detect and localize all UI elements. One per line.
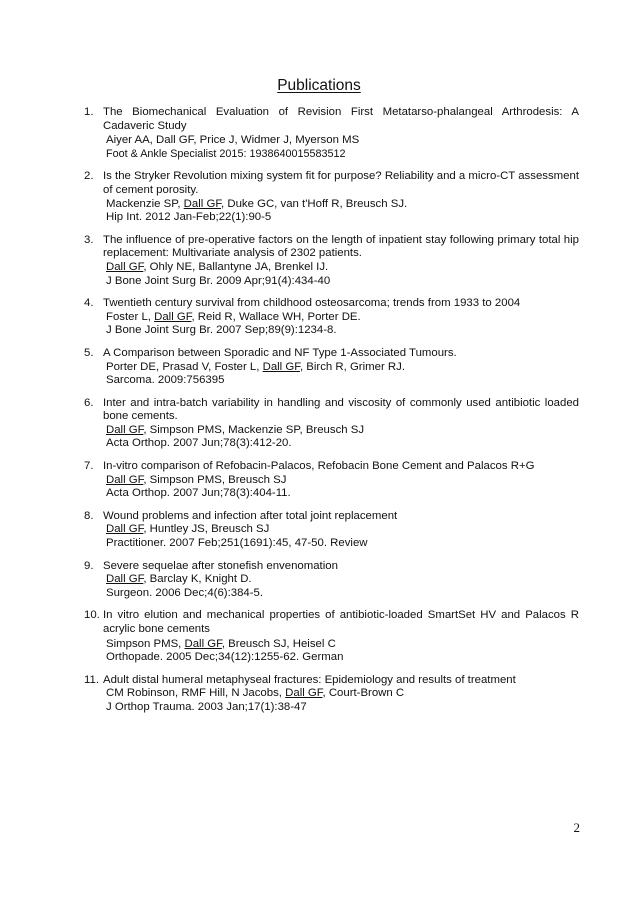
publication-title: Is the Stryker Revolution mixing system fit for purpose? Reliability and a micro-CT assessment of cement porosity.	[103, 170, 579, 196]
author-text: , Duke GC, van t'Hoff R, Breusch SJ.	[221, 197, 408, 210]
publication-body	[103, 170, 579, 224]
publication-item	[84, 460, 579, 501]
publication-number: 5.	[84, 346, 94, 359]
publication-item	[84, 397, 579, 451]
publication-citation: Foot & Ankle Specialist 2015: 1938640015583512	[106, 147, 346, 160]
publication-body	[103, 609, 579, 664]
publication-item	[84, 674, 579, 715]
highlighted-author: Dall GF	[184, 637, 222, 650]
publication-authors	[103, 474, 579, 488]
publication-title: Inter and intra-batch variability in handling and viscosity of commonly used antibiotic loaded bone cements.	[103, 396, 579, 423]
publication-authors	[103, 361, 579, 375]
publication-item	[84, 347, 579, 388]
publication-item	[84, 106, 579, 161]
highlighted-author: Dall GF	[106, 473, 144, 486]
publication-authors	[103, 523, 579, 537]
publication-title: The Biomechanical Evaluation of Revision First Metatarso-phalangeal Arthrodesis: A Cadaveric Study	[103, 106, 579, 132]
highlighted-author: Dall GF	[154, 310, 192, 323]
highlighted-author: Dall GF	[262, 360, 300, 373]
publication-authors	[103, 687, 579, 701]
highlighted-author: Dall GF	[106, 423, 144, 436]
publication-citation: J Bone Joint Surg Br. 2007 Sep;89(9):1234-8.	[106, 324, 337, 337]
publication-authors	[103, 198, 579, 212]
publication-body	[103, 460, 579, 501]
author-text: , Huntley JS, Breusch SJ	[143, 523, 270, 536]
author-text: Porter DE, Prasad V, Foster L,	[106, 360, 263, 373]
publication-title: In-vitro comparison of Refobacin-Palacos, Refobacin Bone Cement and Palacos R+G	[103, 460, 535, 473]
publication-body	[103, 297, 579, 338]
publication-authors: Aiyer AA, Dall GF, Price J, Widmer J, Myerson MS	[106, 134, 360, 147]
publication-title: Twentieth century survival from childhood osteosarcoma; trends from 1933 to 2004	[103, 297, 521, 310]
publication-number: 8.	[84, 509, 94, 522]
publication-authors	[103, 638, 579, 652]
publication-body	[103, 560, 579, 601]
author-text: , Ohly NE, Ballantyne JA, Brenkel IJ.	[143, 260, 329, 273]
publication-item	[84, 297, 579, 338]
publication-citation: Hip Int. 2012 Jan-Feb;22(1):90-5	[106, 211, 272, 224]
page-title: Publications	[277, 77, 361, 94]
publication-number: 3.	[84, 233, 94, 246]
publication-title: In vitro elution and mechanical properties of antibiotic-loaded SmartSet HV and Palacos R acrylic bone cements	[103, 609, 579, 635]
author-text: , Birch R, Grimer RJ.	[299, 360, 405, 373]
author-text: Foster L,	[106, 310, 155, 323]
publication-number: 6.	[84, 396, 94, 409]
author-text: , Breusch SJ, Heisel C	[221, 637, 336, 650]
publication-citation: Acta Orthop. 2007 Jun;78(3):404-11.	[106, 487, 291, 500]
publication-authors	[103, 424, 579, 438]
publication-authors	[103, 261, 579, 275]
publication-item	[84, 609, 579, 664]
publication-citation: Practitioner. 2007 Feb;251(1691):45, 47-50. Review	[106, 537, 368, 550]
publication-title: Wound problems and infection after total joint replacement	[103, 509, 398, 522]
publication-citation: Surgeon. 2006 Dec;4(6):384-5.	[106, 586, 264, 599]
publication-number: 2.	[84, 170, 94, 183]
publication-number: 9.	[84, 559, 94, 572]
highlighted-author: Dall GF	[106, 260, 144, 273]
publication-body	[103, 106, 579, 161]
publication-number: 7.	[84, 460, 94, 473]
publication-citation: Orthopade. 2005 Dec;34(12):1255-62. German	[106, 651, 344, 664]
publication-authors	[103, 573, 579, 587]
publication-number: 4.	[84, 297, 94, 310]
publication-citation: J Bone Joint Surg Br. 2009 Apr;91(4):434-40	[106, 274, 331, 287]
publication-body	[103, 510, 579, 551]
publication-number: 1.	[84, 106, 94, 118]
publication-body	[103, 674, 579, 715]
publication-body	[103, 347, 579, 388]
author-text: , Barclay K, Knight D.	[143, 573, 252, 586]
author-text: , Reid R, Wallace WH, Porter DE.	[191, 310, 361, 323]
publication-title: Severe sequelae after stonefish envenomation	[103, 559, 338, 572]
publication-citation: Acta Orthop. 2007 Jun;78(3):412-20.	[106, 437, 292, 450]
publication-authors	[103, 311, 579, 325]
author-text: , Court-Brown C	[322, 687, 405, 700]
publication-item	[84, 170, 579, 224]
publication-title: A Comparison between Sporadic and NF Type 1-Associated Tumours.	[103, 346, 457, 359]
author-text: Mackenzie SP,	[106, 197, 184, 210]
highlighted-author: Dall GF	[183, 197, 222, 210]
publication-item	[84, 510, 579, 551]
author-text: , Simpson PMS, Breusch SJ	[143, 473, 287, 486]
page-number: 2	[573, 820, 580, 835]
publication-list	[84, 106, 579, 724]
publication-item	[84, 560, 579, 601]
publication-body	[103, 234, 579, 288]
author-text: Simpson PMS,	[106, 637, 185, 650]
publication-title: Adult distal humeral metaphyseal fractures: Epidemiology and results of treatment	[103, 673, 516, 686]
publication-citation: J Orthop Trauma. 2003 Jan;17(1):38-47	[106, 700, 307, 713]
highlighted-author: Dall GF	[106, 573, 144, 586]
author-text: , Simpson PMS, Mackenzie SP, Breusch SJ	[143, 423, 365, 436]
author-text: CM Robinson, RMF Hill, N Jacobs,	[106, 687, 286, 700]
publication-citation: Sarcoma. 2009:756395	[106, 374, 225, 387]
publication-number: 10.	[84, 609, 100, 622]
publication-number: 11.	[84, 673, 99, 686]
highlighted-author: Dall GF	[106, 523, 144, 536]
publication-title: The influence of pre-operative factors on the length of inpatient stay following primary total hip replacement: Multivariate analysis of 2302 patients.	[103, 233, 579, 260]
highlighted-author: Dall GF	[285, 687, 323, 700]
publication-body	[103, 397, 579, 451]
publication-item	[84, 234, 579, 288]
